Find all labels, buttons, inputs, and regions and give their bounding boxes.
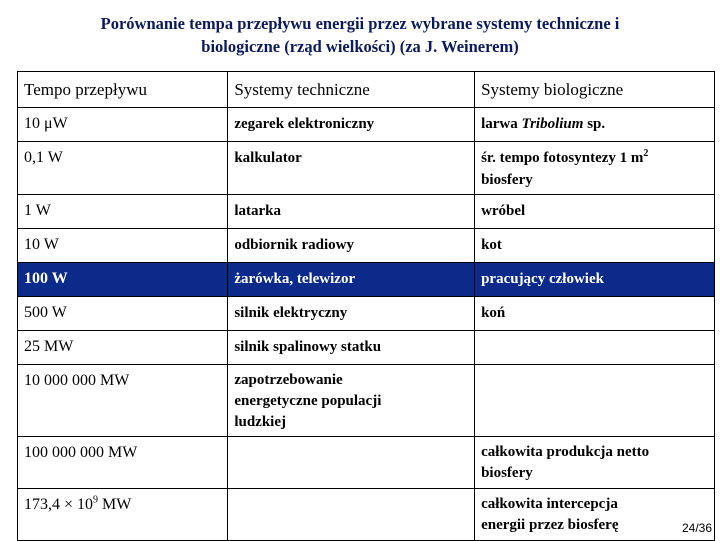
table-row — [18, 108, 715, 142]
technical-cell: silnik elektryczny — [228, 297, 475, 331]
rate-cell: 500 W — [18, 297, 228, 331]
page-number: 24/36 — [681, 521, 712, 535]
rate-base: 173,4 × 10 — [24, 496, 94, 513]
technical-cell: zegarek elektroniczny — [228, 108, 475, 142]
biological-cell — [475, 142, 715, 195]
title-line-2: biologiczne (rząd wielkości) (za J. Weinerem) — [201, 37, 519, 56]
technical-cell: żarówka, telewizor — [228, 263, 475, 297]
rate-unit: MW — [98, 496, 132, 513]
table-row — [18, 195, 715, 229]
technical-desc: zapotrzebowanie energetyczne populacji ludzkiej — [234, 372, 382, 430]
page-title — [0, 12, 720, 58]
table-row — [18, 229, 715, 263]
bio-main: śr. tempo fotosyntezy 1 m — [481, 150, 644, 166]
bio-italic: Tribolium — [521, 116, 584, 132]
rate-cell: 10 μW — [18, 108, 228, 142]
technical-cell — [228, 437, 475, 489]
technical-cell — [228, 365, 475, 437]
table-row — [18, 331, 715, 365]
header-technical: Systemy techniczne — [228, 72, 475, 108]
biological-cell: koń — [475, 297, 715, 331]
biological-cell: kot — [475, 229, 715, 263]
bio-suffix: sp. — [583, 116, 606, 132]
energy-flow-table — [17, 71, 715, 541]
technical-cell: kalkulator — [228, 142, 475, 195]
biological-cell: wróbel — [475, 195, 715, 229]
biological-cell — [475, 365, 715, 437]
bio-sup: 2 — [643, 148, 649, 159]
technical-cell: odbiornik radiowy — [228, 229, 475, 263]
biological-desc: całkowita produkcja netto biosfery — [481, 444, 650, 481]
technical-cell: silnik spalinowy statku — [228, 331, 475, 365]
title-line-1: Porównanie tempa przepływu energii przez wybrane systemy techniczne i — [100, 14, 620, 33]
rate-cell: 1 W — [18, 195, 228, 229]
technical-cell — [228, 489, 475, 541]
biological-desc: całkowita intercepcja energii przez biosferę — [481, 496, 619, 533]
rate-cell: 10 000 000 MW — [18, 365, 228, 437]
header-biological: Systemy biologiczne — [475, 72, 715, 108]
biological-cell — [475, 489, 715, 541]
rate-cell: 0,1 W — [18, 142, 228, 195]
rate-cell: 25 MW — [18, 331, 228, 365]
biological-cell — [475, 437, 715, 489]
table-header-row — [18, 72, 715, 108]
rate-cell: 10 W — [18, 229, 228, 263]
header-rate: Tempo przepływu — [18, 72, 228, 108]
bio-prefix: larwa — [481, 116, 522, 132]
biological-cell — [475, 108, 715, 142]
table-row — [18, 297, 715, 331]
biological-cell — [475, 331, 715, 365]
table-row — [18, 489, 715, 541]
biological-cell: pracujący człowiek — [475, 263, 715, 297]
table-row — [18, 142, 715, 195]
rate-cell: 100 W — [18, 263, 228, 297]
rate-sup: 9 — [93, 494, 99, 506]
rate-cell: 100 000 000 MW — [18, 437, 228, 489]
technical-cell: latarka — [228, 195, 475, 229]
table-row — [18, 365, 715, 437]
table-row-highlighted — [18, 263, 715, 297]
table-row — [18, 437, 715, 489]
rate-cell — [18, 489, 228, 541]
bio-rest: biosfery — [481, 172, 533, 188]
